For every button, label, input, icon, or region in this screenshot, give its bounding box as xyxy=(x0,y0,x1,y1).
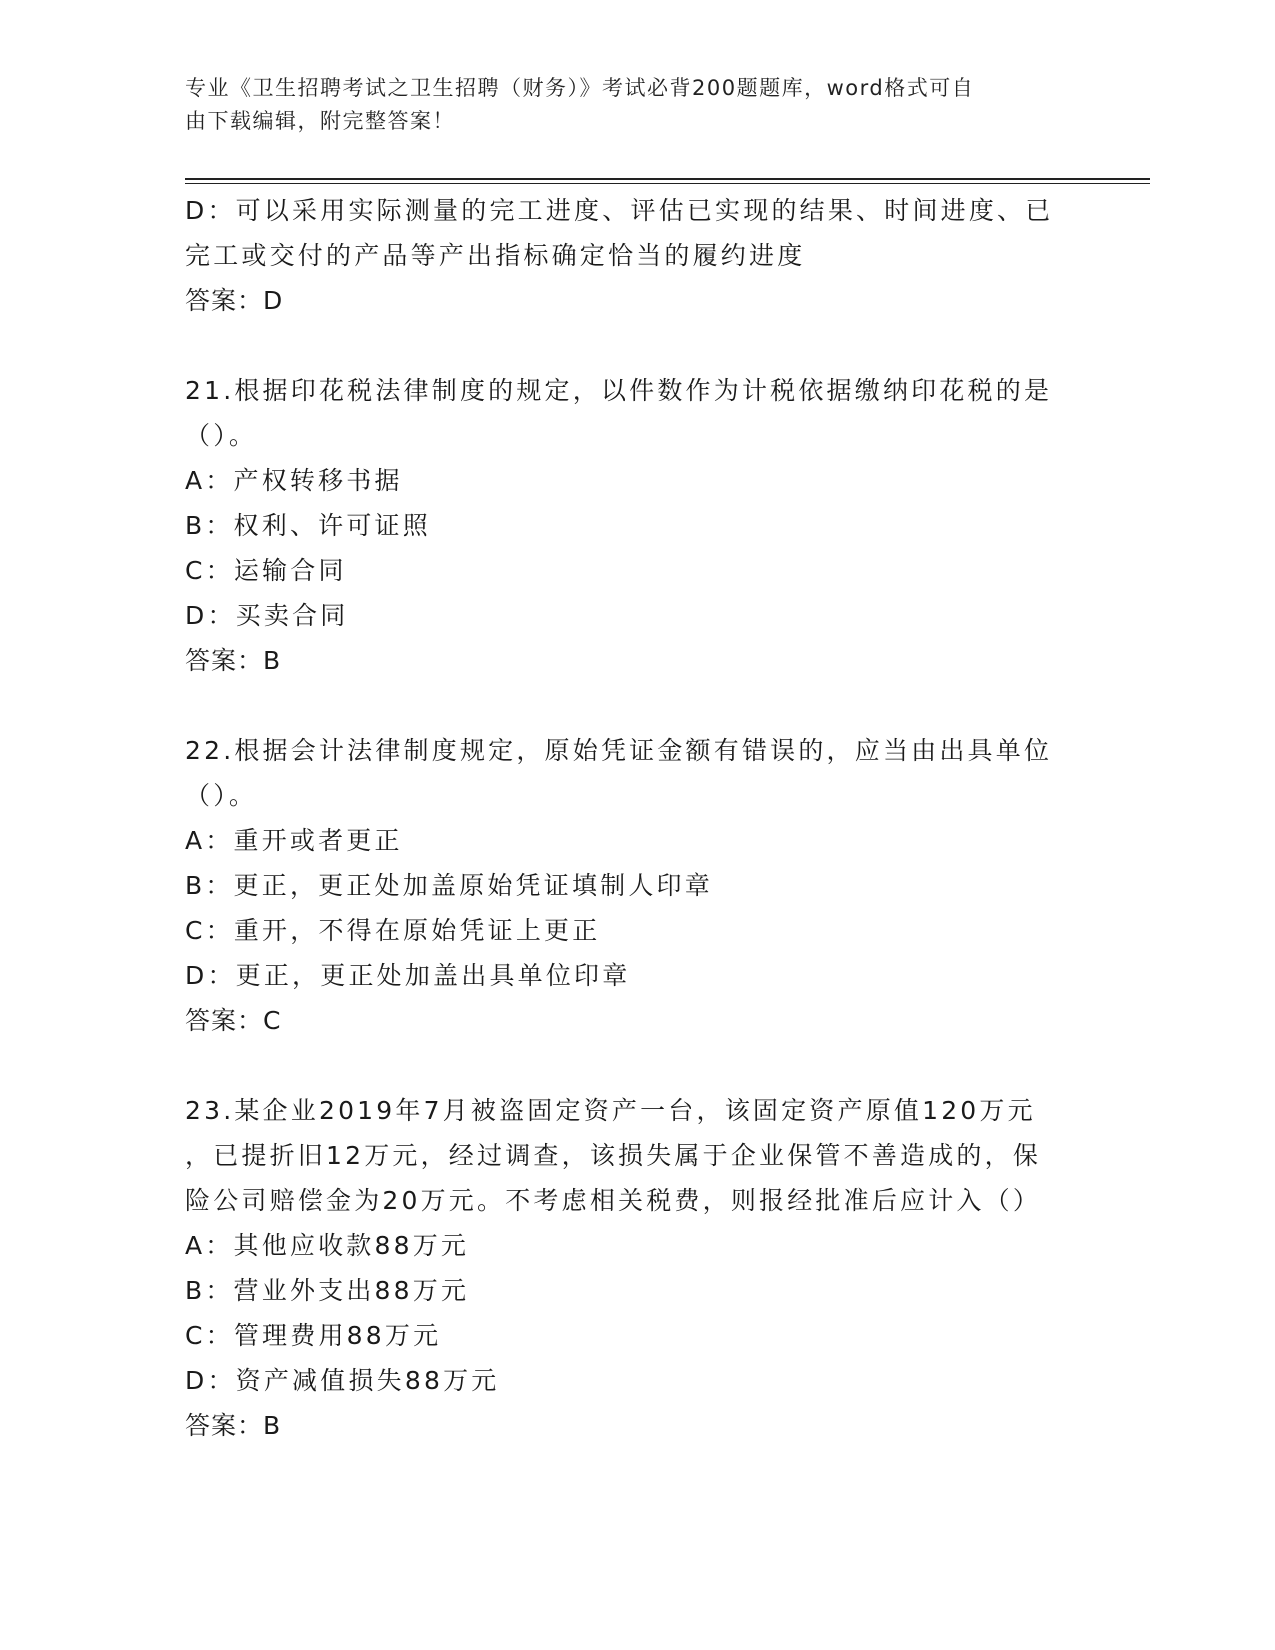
question-22 xyxy=(185,728,1085,1043)
answer-line: 答案：B xyxy=(185,1411,282,1440)
option-c: C：管理费用88万元 xyxy=(185,1321,442,1350)
option-c: C：运输合同 xyxy=(185,556,347,585)
option-c: C：重开，不得在原始凭证上更正 xyxy=(185,916,601,945)
question-stem: 21.根据印花税法律制度的规定，以件数作为计税依据缴纳印花税的是 xyxy=(185,376,1053,405)
answer-line: 答案：B xyxy=(185,646,282,675)
option-a: A：重开或者更正 xyxy=(185,826,403,855)
spacer xyxy=(185,323,1085,368)
spacer xyxy=(185,1043,1085,1088)
question-stem-continued: （）。 xyxy=(185,421,258,450)
header-divider-thick xyxy=(185,178,1150,180)
question-stem-continued: ，已提折旧12万元，经过调查，该损失属于企业保管不善造成的，保 xyxy=(185,1141,1042,1170)
question-stem: 22.根据会计法律制度规定，原始凭证金额有错误的，应当由出具单位 xyxy=(185,736,1053,765)
question-21 xyxy=(185,368,1085,683)
option-a: A：其他应收款88万元 xyxy=(185,1231,470,1260)
header-line-2: 由下载编辑，附完整答案！ xyxy=(185,109,455,133)
option-d: D：更正，更正处加盖出具单位印章 xyxy=(185,961,631,990)
question-stem: 23.某企业2019年7月被盗固定资产一台，该固定资产原值120万元 xyxy=(185,1096,1036,1125)
question-stem-continued: （）。 xyxy=(185,781,258,810)
document-header xyxy=(185,72,1065,138)
option-b: B：营业外支出88万元 xyxy=(185,1276,470,1305)
previous-question-tail xyxy=(185,188,1085,323)
option-d: D：可以采用实际测量的完工进度、评估已实现的结果、时间进度、已 xyxy=(185,196,1054,225)
header-divider-thin xyxy=(185,183,1150,184)
question-23 xyxy=(185,1088,1085,1448)
option-d: D：资产减值损失88万元 xyxy=(185,1366,500,1395)
question-content xyxy=(185,188,1085,1448)
option-d-continued: 完工或交付的产品等产出指标确定恰当的履约进度 xyxy=(185,241,806,270)
header-line-1: 专业《卫生招聘考试之卫生招聘（财务）》考试必背200题题库，word格式可自 xyxy=(185,76,975,100)
option-a: A：产权转移书据 xyxy=(185,466,403,495)
option-b: B：权利、许可证照 xyxy=(185,511,431,540)
question-stem-continued: 险公司赔偿金为20万元。不考虑相关税费，则报经批准后应计入（） xyxy=(185,1186,1042,1215)
answer-line: 答案：D xyxy=(185,286,284,315)
option-b: B：更正，更正处加盖原始凭证填制人印章 xyxy=(185,871,713,900)
option-d: D：买卖合同 xyxy=(185,601,349,630)
spacer xyxy=(185,683,1085,728)
answer-line: 答案：C xyxy=(185,1006,282,1035)
